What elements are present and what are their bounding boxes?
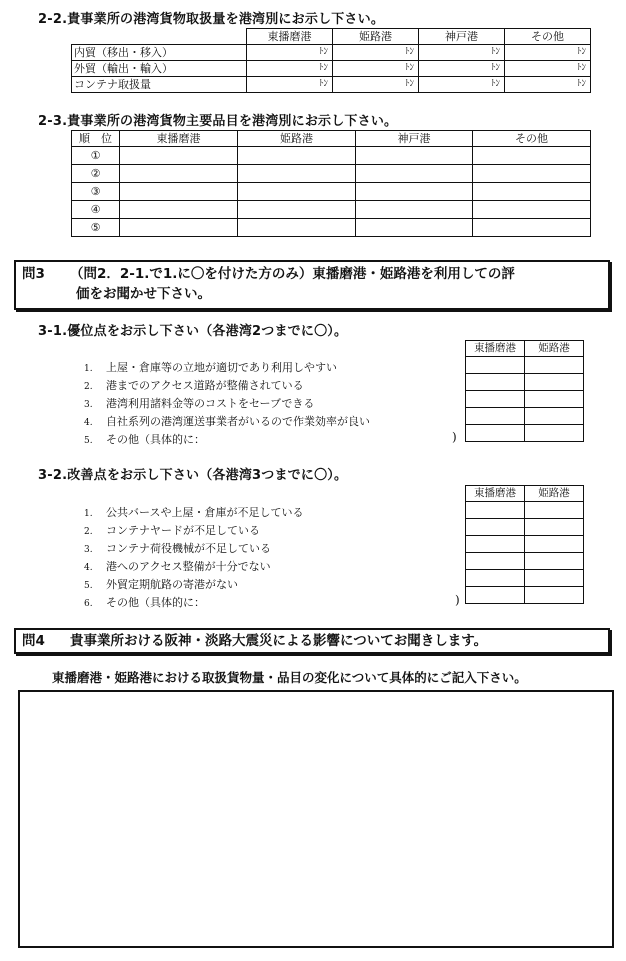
list-item: 1. 公共バースや上屋・倉庫が不足している bbox=[84, 506, 304, 519]
check-cell[interactable] bbox=[525, 536, 584, 553]
table-header-row bbox=[72, 131, 591, 147]
table-row bbox=[466, 408, 584, 425]
corner-cell bbox=[72, 29, 247, 45]
table-row bbox=[72, 147, 591, 165]
question-4-box bbox=[14, 628, 610, 654]
improvements-table bbox=[465, 485, 584, 604]
input-cell[interactable] bbox=[120, 165, 238, 183]
check-cell[interactable] bbox=[466, 374, 525, 391]
row-label-container: コンテナ取扱量 bbox=[72, 77, 247, 93]
row-label-domestic: 内貿（移出・移入） bbox=[72, 45, 247, 61]
table-row bbox=[466, 570, 584, 587]
check-cell[interactable] bbox=[466, 570, 525, 587]
input-cell[interactable] bbox=[473, 165, 591, 183]
table-row bbox=[466, 587, 584, 604]
check-cell[interactable] bbox=[466, 536, 525, 553]
check-cell[interactable] bbox=[466, 425, 525, 442]
check-cell[interactable] bbox=[466, 408, 525, 425]
table-row bbox=[466, 519, 584, 536]
col-header-higashiharima: 東播磨港 bbox=[466, 341, 525, 357]
cargo-volume-table bbox=[71, 28, 591, 93]
input-cell[interactable]: ﾄﾝ bbox=[247, 61, 333, 77]
section-3-1-heading: 3-1.優位点をお示し下さい（各港湾2つまでに〇）。 bbox=[38, 324, 348, 339]
check-cell[interactable] bbox=[466, 357, 525, 374]
check-cell[interactable] bbox=[525, 357, 584, 374]
check-cell[interactable] bbox=[525, 587, 584, 604]
list-item: 1. 上屋・倉庫等の立地が適切であり利用しやすい bbox=[84, 361, 337, 374]
input-cell[interactable]: ﾄﾝ bbox=[247, 77, 333, 93]
table-row bbox=[72, 77, 591, 93]
table-row bbox=[466, 553, 584, 570]
close-paren: ) bbox=[452, 430, 457, 444]
table-row bbox=[72, 201, 591, 219]
rank-label: ⑤ bbox=[72, 219, 120, 237]
input-cell[interactable] bbox=[238, 219, 356, 237]
table-header-row bbox=[466, 486, 584, 502]
list-item: 3. コンテナ荷役機械が不足している bbox=[84, 542, 271, 555]
table-row bbox=[72, 219, 591, 237]
input-cell[interactable] bbox=[356, 201, 473, 219]
section-3-2-heading: 3-2.改善点をお示し下さい（各港湾3つまでに〇）。 bbox=[38, 468, 348, 483]
check-cell[interactable] bbox=[525, 553, 584, 570]
input-cell[interactable] bbox=[120, 219, 238, 237]
list-item: 2. コンテナヤードが不足している bbox=[84, 524, 260, 537]
input-cell[interactable] bbox=[473, 147, 591, 165]
input-cell[interactable] bbox=[356, 183, 473, 201]
row-label-foreign: 外貿（輸出・輸入） bbox=[72, 61, 247, 77]
check-cell[interactable] bbox=[466, 391, 525, 408]
col-header-himeji: 姫路港 bbox=[525, 486, 584, 502]
col-header-higashiharima: 東播磨港 bbox=[120, 131, 238, 147]
input-cell[interactable] bbox=[473, 219, 591, 237]
question-4-number: 問4 bbox=[22, 633, 45, 649]
input-cell[interactable]: ﾄﾝ bbox=[505, 61, 591, 77]
list-item: 6. その他（具体的に： bbox=[84, 596, 205, 609]
check-cell[interactable] bbox=[466, 502, 525, 519]
input-cell[interactable] bbox=[120, 147, 238, 165]
check-cell[interactable] bbox=[466, 587, 525, 604]
col-header-himeji: 姫路港 bbox=[525, 341, 584, 357]
input-cell[interactable] bbox=[356, 147, 473, 165]
input-cell[interactable]: ﾄﾝ bbox=[333, 77, 419, 93]
check-cell[interactable] bbox=[525, 374, 584, 391]
table-row bbox=[466, 357, 584, 374]
table-row bbox=[466, 374, 584, 391]
col-header-kobe: 神戸港 bbox=[419, 29, 505, 45]
question-3-box bbox=[14, 260, 610, 310]
input-cell[interactable]: ﾄﾝ bbox=[247, 45, 333, 61]
list-item: 2. 港までのアクセス道路が整備されている bbox=[84, 379, 304, 392]
question-3-number: 問3 bbox=[22, 266, 45, 282]
list-item: 5. 外貿定期航路の寄港がない bbox=[84, 578, 238, 591]
question-3-title-line1: （問2．2-1.で1.に〇を付けた方のみ）東播磨港・姫路港を利用しての評 bbox=[70, 266, 515, 282]
col-header-other: その他 bbox=[505, 29, 591, 45]
main-items-table bbox=[71, 130, 591, 237]
input-cell[interactable]: ﾄﾝ bbox=[505, 45, 591, 61]
check-cell[interactable] bbox=[466, 519, 525, 536]
question-4-instruction: 東播磨港・姫路港における取扱貨物量・品目の変化について具体的にご記入下さい。 bbox=[52, 670, 527, 685]
input-cell[interactable]: ﾄﾝ bbox=[419, 77, 505, 93]
col-header-himeji: 姫路港 bbox=[333, 29, 419, 45]
input-cell[interactable]: ﾄﾝ bbox=[333, 45, 419, 61]
advantages-table bbox=[465, 340, 584, 442]
col-header-kobe: 神戸港 bbox=[356, 131, 473, 147]
input-cell[interactable] bbox=[238, 147, 356, 165]
check-cell[interactable] bbox=[525, 391, 584, 408]
list-item: 5. その他（具体的に： bbox=[84, 433, 205, 446]
col-header-rank: 順 位 bbox=[72, 131, 120, 147]
list-item: 4. 自社系列の港湾運送事業者がいるので作業効率が良い bbox=[84, 415, 370, 428]
col-header-himeji: 姫路港 bbox=[238, 131, 356, 147]
input-cell[interactable] bbox=[356, 219, 473, 237]
question-4-title: 貴事業所おける阪神・淡路大震災による影響についてお聞きします。 bbox=[70, 633, 488, 649]
input-cell[interactable] bbox=[238, 201, 356, 219]
rank-label: ③ bbox=[72, 183, 120, 201]
check-cell[interactable] bbox=[525, 519, 584, 536]
table-row bbox=[72, 61, 591, 77]
col-header-higashiharima: 東播磨港 bbox=[466, 486, 525, 502]
rank-label: ④ bbox=[72, 201, 120, 219]
list-item: 4. 港へのアクセス整備が十分でない bbox=[84, 560, 271, 573]
input-cell[interactable] bbox=[473, 201, 591, 219]
table-row bbox=[466, 536, 584, 553]
input-cell[interactable] bbox=[120, 201, 238, 219]
close-paren: ) bbox=[455, 593, 460, 607]
rank-label: ① bbox=[72, 147, 120, 165]
check-cell[interactable] bbox=[525, 408, 584, 425]
table-row bbox=[72, 165, 591, 183]
section-2-3-heading: 2-3.貴事業所の港湾貨物主要品目を港湾別にお示し下さい。 bbox=[38, 114, 398, 129]
table-row bbox=[466, 502, 584, 519]
input-cell[interactable]: ﾄﾝ bbox=[505, 77, 591, 93]
col-header-other: その他 bbox=[473, 131, 591, 147]
table-header-row bbox=[72, 29, 591, 45]
table-row bbox=[466, 391, 584, 408]
rank-label: ② bbox=[72, 165, 120, 183]
input-cell[interactable]: ﾄﾝ bbox=[419, 61, 505, 77]
input-cell[interactable] bbox=[356, 165, 473, 183]
check-cell[interactable] bbox=[525, 570, 584, 587]
table-row bbox=[466, 425, 584, 442]
input-cell[interactable] bbox=[238, 165, 356, 183]
question-3-title-line2: 価をお聞かせ下さい。 bbox=[76, 286, 211, 302]
input-cell[interactable] bbox=[238, 183, 356, 201]
list-item: 3. 港湾利用諸料金等のコストをセーブできる bbox=[84, 397, 315, 410]
table-row bbox=[72, 45, 591, 61]
check-cell[interactable] bbox=[466, 553, 525, 570]
section-2-2-heading: 2-2.貴事業所の港湾貨物取扱量を港湾別にお示し下さい。 bbox=[38, 12, 385, 27]
free-answer-box[interactable] bbox=[18, 690, 614, 948]
input-cell[interactable] bbox=[120, 183, 238, 201]
input-cell[interactable]: ﾄﾝ bbox=[419, 45, 505, 61]
input-cell[interactable]: ﾄﾝ bbox=[333, 61, 419, 77]
col-header-higashiharima: 東播磨港 bbox=[247, 29, 333, 45]
input-cell[interactable] bbox=[473, 183, 591, 201]
table-header-row bbox=[466, 341, 584, 357]
check-cell[interactable] bbox=[525, 502, 584, 519]
check-cell[interactable] bbox=[525, 425, 584, 442]
table-row bbox=[72, 183, 591, 201]
